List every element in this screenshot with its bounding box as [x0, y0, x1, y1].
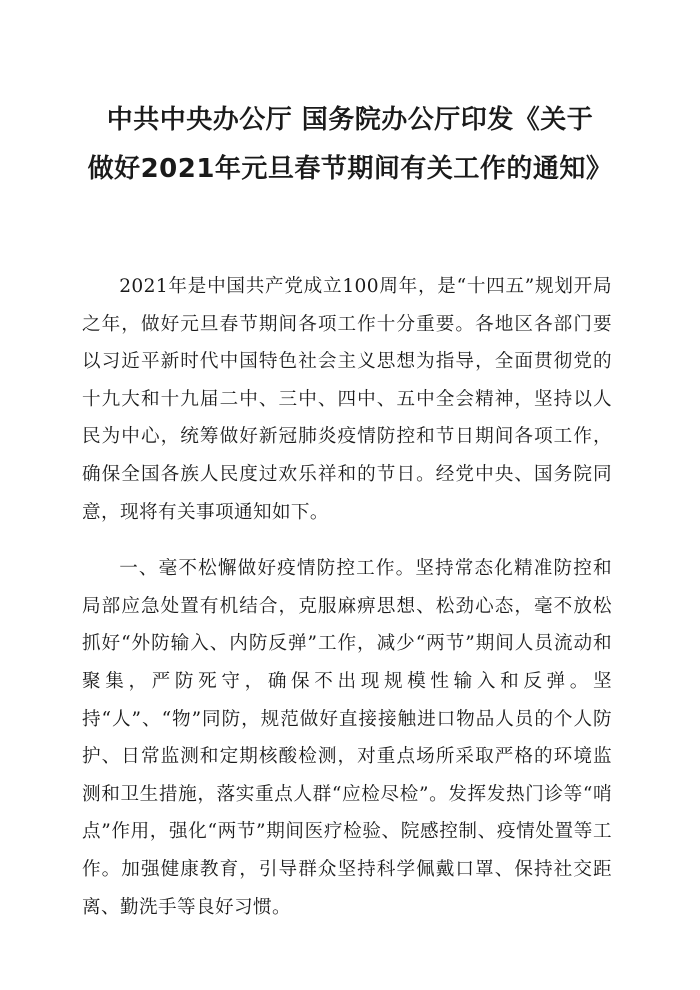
title-line-2: 做好2021年元旦春节期间有关工作的通知》: [87, 154, 613, 184]
paragraph-section-1: 一、毫不松懈做好疫情防控工作。坚持常态化精准防控和局部应急处置有机结合，克服麻痹思想、松劲心态，毫不放松抓好“外防输入、内防反弹”工作，减少“两节”期间人员流动和聚集，严防死守，确保不出现规模性输入和反弹。坚持“人”、“物”同防，规范做好直接接触进口物品人员的个人防护、日常监测和定期核酸检测，对重点场所采取严格的环境监测和卫生措施，落实重点人群“应检尽检”。发挥发热门诊等“哨点”作用，强化“两节”期间医疗检验、院感控制、疫情处置等工作。加强健康教育，引导群众坚持科学佩戴口罩、保持社交距离、勤洗手等良好习惯。: [82, 558, 612, 918]
document-title: [80, 96, 620, 194]
document-body: [82, 268, 612, 926]
title-line-1: 中共中央办公厅 国务院办公厅印发《关于: [106, 105, 594, 135]
paragraph-intro: 2021年是中国共产党成立100周年，是“十四五”规划开局之年，做好元旦春节期间各项工作十分重要。各地区各部门要以习近平新时代中国特色社会主义思想为指导，全面贯彻党的十九大和十九届二中、三中、四中、五中全会精神，坚持以人民为中心，统筹做好新冠肺炎疫情防控和节日期间各项工作，确保全国各族人民度过欢乐祥和的节日。经党中央、国务院同意，现将有关事项通知如下。: [82, 276, 612, 523]
